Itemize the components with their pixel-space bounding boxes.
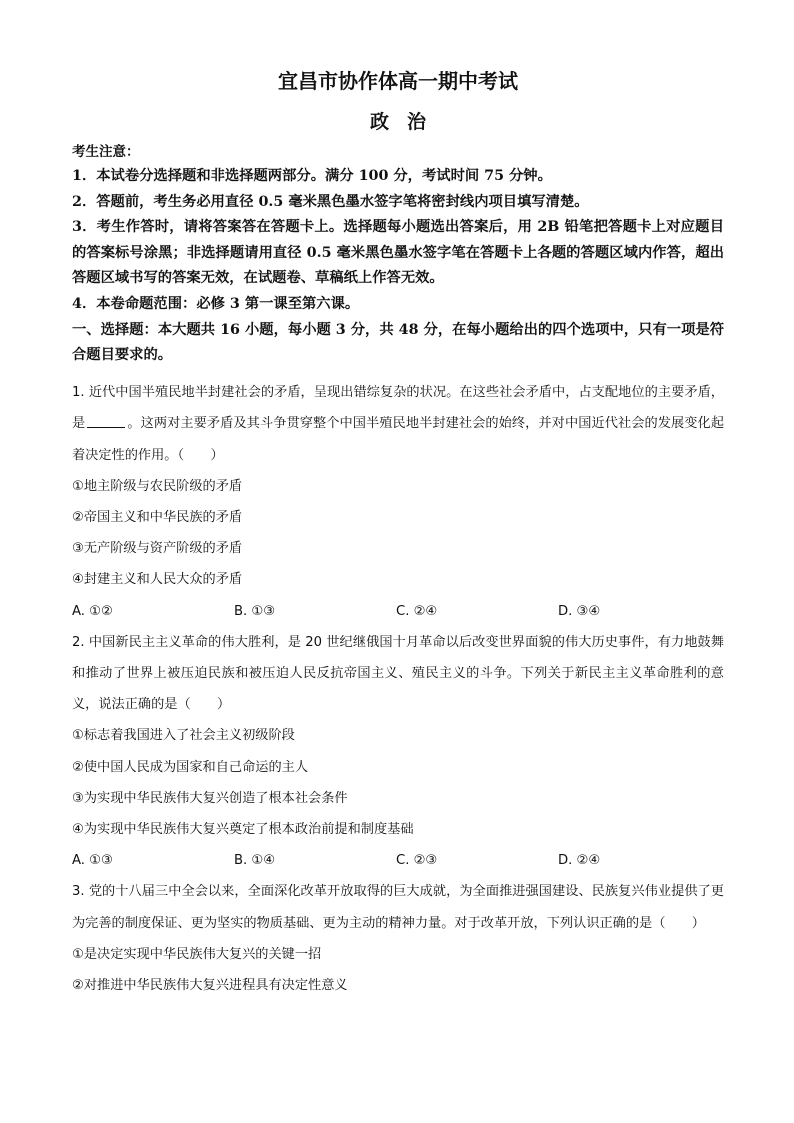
statement-item: ①标志着我国进入了社会主义初级阶段 [72, 728, 295, 744]
statement-item: ④封建主义和人民大众的矛盾 [72, 572, 243, 588]
question-stem [72, 377, 724, 471]
statement-item: ①地主阶级与农民阶级的矛盾 [72, 478, 243, 494]
note-item-4: 4．本卷命题范围：必修 3 第一课至第六课。 [72, 295, 360, 312]
statement-item: ②对推进中华民族伟大复兴进程具有决定性意义 [72, 978, 348, 994]
notes-heading: 考生注意： [72, 144, 140, 160]
option-b: B. ①④ [234, 853, 276, 869]
statement-item: ②帝国主义和中华民族的矛盾 [72, 509, 243, 525]
statement-item: ③为实现中华民族伟大复兴创造了根本社会条件 [72, 790, 348, 806]
question-1 [72, 377, 724, 627]
note-item-2: 2．答题前，考生务必用直径 0.5 毫米黑色墨水签字笔将密封线内项目填写清楚。 [72, 193, 589, 210]
question-stem: 2. 中国新民主主义革命的伟大胜利，是 20 世纪继俄国十月革命以后改变世界面貌的伟大历史事件，有力地鼓舞和推动了世界上被压迫民族和被压迫人民反抗帝国主义、殖民主义的斗争。下列关于新民主主义革命胜利的意义，说法正确的是（ ） [72, 634, 724, 713]
subject-title: 政治 [369, 111, 444, 133]
question-3 [72, 876, 724, 1001]
question-stem: 3. 党的十八届三中全会以来，全面深化改革开放取得的巨大成就，为全面推进强国建设、民族复兴伟业提供了更为完善的制度保证、更为坚实的物质基础、更为主动的精神力量。对于改革开放，下列认识正确的是（ ） [72, 884, 724, 931]
section-heading: 一、选择题：本大题共 16 小题，每小题 3 分，共 48 分，在每小题给出的四个选项中，只有一项是符合题目要求的。 [72, 321, 724, 364]
answer-options [72, 596, 724, 627]
question-2 [72, 627, 724, 877]
statement-item: ①是决定实现中华民族伟大复兴的关键一招 [72, 946, 322, 962]
stem-text-after-blank: 。这两对主要矛盾及其斗争贯穿整个中国半殖民地半封建社会的始终，并对中国近代社会的发展变化起着决定性的作用。（ ） [72, 416, 725, 463]
option-c: C. ②③ [396, 853, 438, 869]
option-b: B. ①③ [234, 603, 276, 619]
option-c: C. ②④ [396, 603, 438, 619]
statement-item: ③无产阶级与资产阶级的矛盾 [72, 541, 243, 557]
answer-options [72, 845, 724, 876]
option-a: A. ①② [72, 603, 113, 619]
statement-item: ②使中国人民成为国家和自己命运的主人 [72, 759, 309, 775]
note-item-3: 3．考生作答时，请将答案答在答题卡上。选择题每小题选出答案后，用 2B 铅笔把答题卡上对应题目的答案标号涂黑；非选择题请用直径 0.5 毫米黑色墨水签字笔在答题卡上各题的答题区域内作答，超出答题区域书写的答案无效，在试题卷、草稿纸上作答无效。 [72, 219, 724, 287]
stem-text-before-blank: 1. 近代中国半殖民地半封建社会的矛盾，呈现出错综复杂的状况。在这些社会矛盾中，占支配地位的主要矛盾，是 [72, 385, 724, 432]
option-d: D. ②④ [558, 853, 601, 869]
exam-title: 宜昌市协作体高一期中考试 [278, 69, 518, 93]
statement-item: ④为实现中华民族伟大复兴奠定了根本政治前提和制度基础 [72, 822, 414, 837]
exam-page [72, 66, 724, 1001]
exam-notes [72, 140, 724, 369]
option-d: D. ③④ [558, 603, 601, 619]
note-item-1: 1．本试卷分选择题和非选择题两部分。满分 100 分，考试时间 75 分钟。 [72, 168, 552, 184]
answer-blank [87, 413, 125, 428]
option-a: A. ①③ [72, 853, 113, 869]
